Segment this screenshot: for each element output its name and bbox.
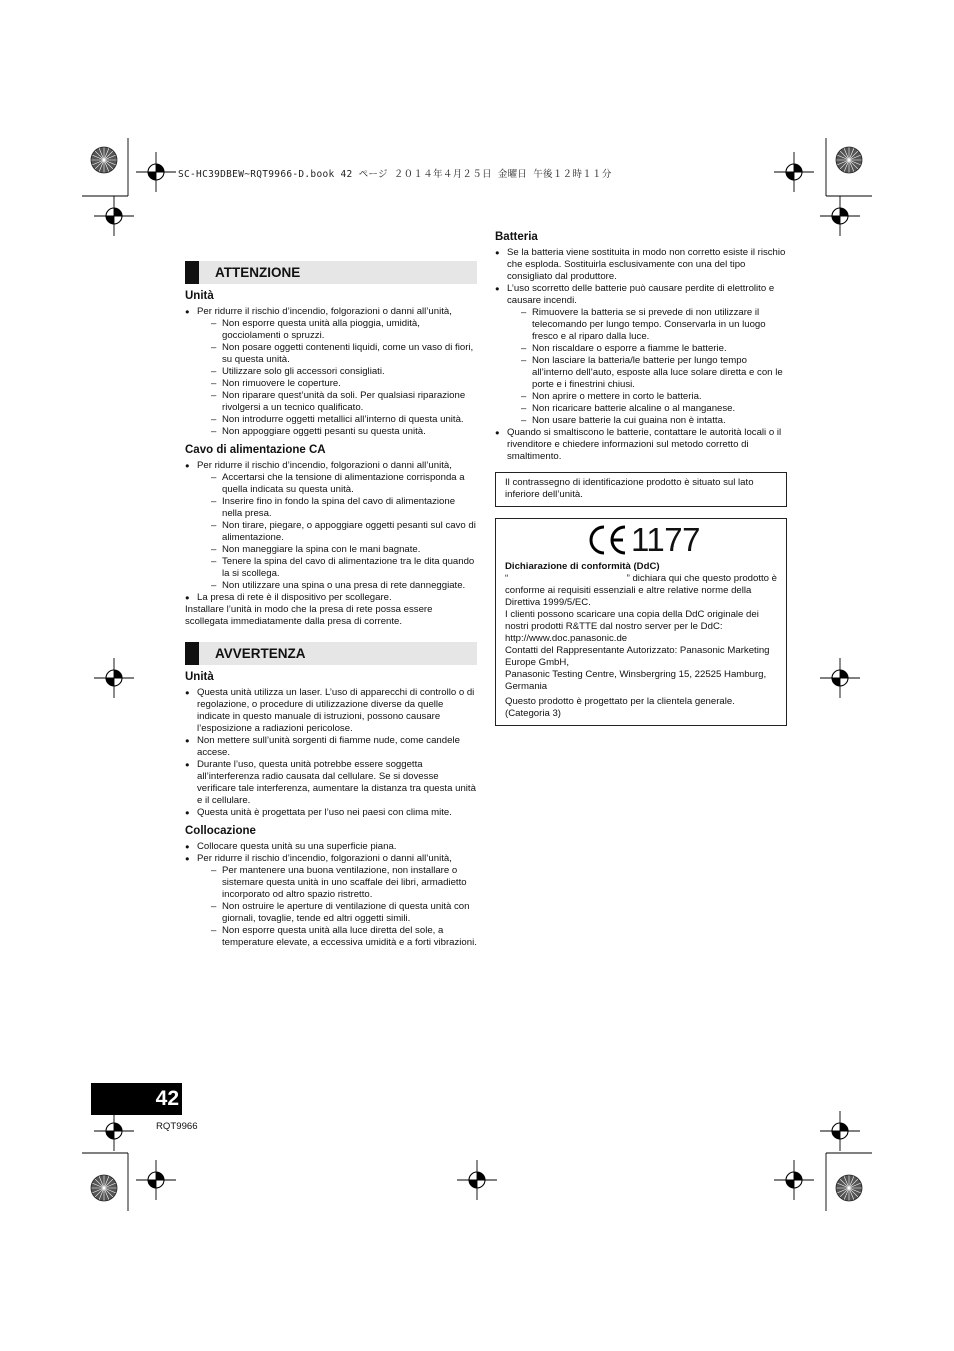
page-number: 42 <box>155 1087 179 1110</box>
dash-list <box>197 865 477 949</box>
ce-mark <box>587 521 777 559</box>
bullet-text: ● La presa di rete è il dispositivo per scollegare. <box>197 592 392 603</box>
bullet-text: L’uso scorretto delle batterie può causare perdite di elettrolito e causare incendi. <box>507 283 775 306</box>
list-item: – Non utilizzare una spina o una presa di rete danneggiate. <box>211 580 477 592</box>
list-item: ● Se la batteria viene sostituita in modo non corretto esiste il rischio che esploda. Sostituirla esclusivamente con una del tipo consigliato dal produttore. <box>495 247 787 283</box>
list-item: ● Non mettere sull’unità sorgenti di fiamme nude, come candele accese. <box>185 735 477 759</box>
list-item: ● Questa unità utilizza un laser. L’uso di apparecchi di controllo o di regolazione, o procedure di utilizzazione diverse da quelle indicate in questo manuale di istruzioni, possono causare l’esposizione a radiazioni pericolose. <box>185 687 477 735</box>
section-avvertenza-bar <box>185 642 477 665</box>
product-identification-box <box>495 472 787 507</box>
page-number-tab <box>91 1083 182 1115</box>
subheading-unita: Unità <box>185 290 214 302</box>
subheading-cavo: Cavo di alimentazione CA <box>185 444 326 456</box>
bullet-list <box>185 460 477 628</box>
list-item: – Non maneggiare la spina con le mani bagnate. <box>211 544 477 556</box>
section-title: ATTENZIONE <box>215 265 301 280</box>
list-item: ● Collocare questa unità su una superficie piana. <box>185 841 477 853</box>
list-item: – Non appoggiare oggetti pesanti su questa unità. <box>211 426 477 438</box>
list-item <box>185 853 477 949</box>
list-item: – Tenere la spina del cavo di alimentazione tra le dita quando la si scollega. <box>211 556 477 580</box>
section-title: AVVERTENZA <box>215 646 306 661</box>
ddc-paragraph: Questo prodotto è progettato per la clientela generale. (Categoria 3) <box>505 696 735 719</box>
bullet-text: Installare l’unità in modo che la presa di rete possa essere scollegata immediatamente dalla presa di corrente. <box>185 604 433 627</box>
list-item <box>495 283 787 427</box>
ddc-title: Dichiarazione di conformità (DdC) <box>505 561 660 572</box>
list-item: – Per mantenere una buona ventilazione, non installare o sistemare questa unità in uno scaffale dei libri, armadietto incorporato od altro spazio ristretto. <box>211 865 477 901</box>
list-item: – Non ricaricare batterie alcaline o al manganese. <box>521 403 787 415</box>
document-code: RQT9966 <box>156 1121 198 1132</box>
bullet-text: Per ridurre il rischio d’incendio, folgorazioni o danni all’unità, <box>197 306 452 317</box>
list-item: – Non tirare, piegare, o appoggiare oggetti pesanti sul cavo di alimentazione. <box>211 520 477 544</box>
bullet-list <box>495 247 787 463</box>
list-item: – Non usare batterie la cui guaina non è intatta. <box>521 415 787 427</box>
list-item: – Accertarsi che la tensione di alimentazione corrisponda a quella indicata su questa unità. <box>211 472 477 496</box>
notified-body-number: 1177 <box>631 521 700 558</box>
ddc-paragraph: I clienti possono scaricare una copia della DdC originale dei nostri prodotti R&TTE dal nostro server per le DdC: <box>505 609 759 632</box>
list-item: ● Quando si smaltiscono le batterie, contattare le autorità locali o il rivenditore e chiedere informazioni sul metodo corretto di smaltimento. <box>495 427 787 463</box>
list-item <box>185 460 477 592</box>
subheading-batteria: Batteria <box>495 231 538 243</box>
ddc-paragraph: conforme ai requisiti essenziali e altre relative norme della Direttiva 1999/5/EC. <box>505 585 752 608</box>
list-item: – Non rimuovere le coperture. <box>211 378 477 390</box>
ddc-paragraph: Panasonic Testing Centre, Winsbergring 15, 22525 Hamburg, Germania <box>505 669 767 692</box>
subheading-unita: Unità <box>185 671 214 683</box>
bullet-text: Per ridurre il rischio d’incendio, folgorazioni o danni all’unità, <box>197 460 452 471</box>
bullet-list <box>185 306 477 438</box>
list-item <box>185 306 477 438</box>
list-item <box>185 592 477 628</box>
left-column <box>185 261 477 949</box>
bullet-list <box>185 687 477 819</box>
list-item: ● Questa unità è progettata per l’uso nei paesi con clima mite. <box>185 807 477 819</box>
quote-open: “ <box>505 573 509 584</box>
subheading-collocazione: Collocazione <box>185 825 256 837</box>
list-item: – Non riscaldare o esporre a fiamme le batterie. <box>521 343 787 355</box>
ddc-quote-line <box>505 573 777 585</box>
dash-list <box>197 472 477 592</box>
bullet-list <box>185 841 477 949</box>
dash-list <box>197 318 477 438</box>
list-item: – Utilizzare solo gli accessori consigliati. <box>211 366 477 378</box>
ddc-url: http://www.doc.panasonic.de <box>505 633 628 644</box>
declaration-of-conformity-box <box>495 518 787 726</box>
right-column <box>495 230 787 726</box>
section-attenzione-bar <box>185 261 477 284</box>
quote-rest: ” dichiara qui che questo prodotto è <box>626 573 777 584</box>
list-item: – Non esporre questa unità alla luce diretta del sole, a temperature elevate, a eccessiva umidità e a forti vibrazioni. <box>211 925 477 949</box>
section-marker <box>185 261 199 284</box>
ddc-paragraph: Contatti del Rappresentante Autorizzato: Panasonic Marketing Europe GmbH, <box>505 645 770 668</box>
ce-logo-icon <box>587 524 629 556</box>
list-item: – Non esporre questa unità alla pioggia, umidità, gocciolamenti o spruzzi. <box>211 318 477 342</box>
list-item: – Non aprire o mettere in corto le batteria. <box>521 391 787 403</box>
list-item: – Inserire fino in fondo la spina del cavo di alimentazione nella presa. <box>211 496 477 520</box>
list-item: – Non lasciare la batteria/le batterie per lungo tempo all’interno dell’auto, esposte alla luce solare diretta e con le porte e i finestrini chiusi. <box>521 355 787 391</box>
list-item: – Non introdurre oggetti metallici all’interno di questa unità. <box>211 414 477 426</box>
list-item: – Non riparare quest’unità da soli. Per qualsiasi riparazione rivolgersi a un tecnico qualificato. <box>211 390 477 414</box>
list-item: ● Durante l’uso, questa unità potrebbe essere soggetta all’interferenza radio causata dal cellulare. Se si dovesse verificare tale interferenza, aumentare la distanza tra questa unità e il cellulare. <box>185 759 477 807</box>
list-item: – Rimuovere la batteria se si prevede di non utilizzare il telecomando per lungo tempo. Conservarla in un luogo fresco e al riparo dalla luce. <box>521 307 787 343</box>
bullet-text: Per ridurre il rischio d’incendio, folgorazioni o danni all’unità, <box>197 853 452 864</box>
identification-text: Il contrassegno di identificazione prodotto è situato sul lato inferiore dell’unità. <box>505 477 754 500</box>
print-header-stamp: SC-HC39DBEW~RQT9966-D.book 42 ページ ２０１４年４月２５日 金曜日 午後１２時１１分 <box>178 169 612 180</box>
section-marker <box>185 642 199 665</box>
list-item: – Non posare oggetti contenenti liquidi, come un vaso di fiori, su questa unità. <box>211 342 477 366</box>
list-item: – Non ostruire le aperture di ventilazione di questa unità con giornali, tovaglie, tende ed altri oggetti simili. <box>211 901 477 925</box>
dash-list <box>507 307 787 427</box>
